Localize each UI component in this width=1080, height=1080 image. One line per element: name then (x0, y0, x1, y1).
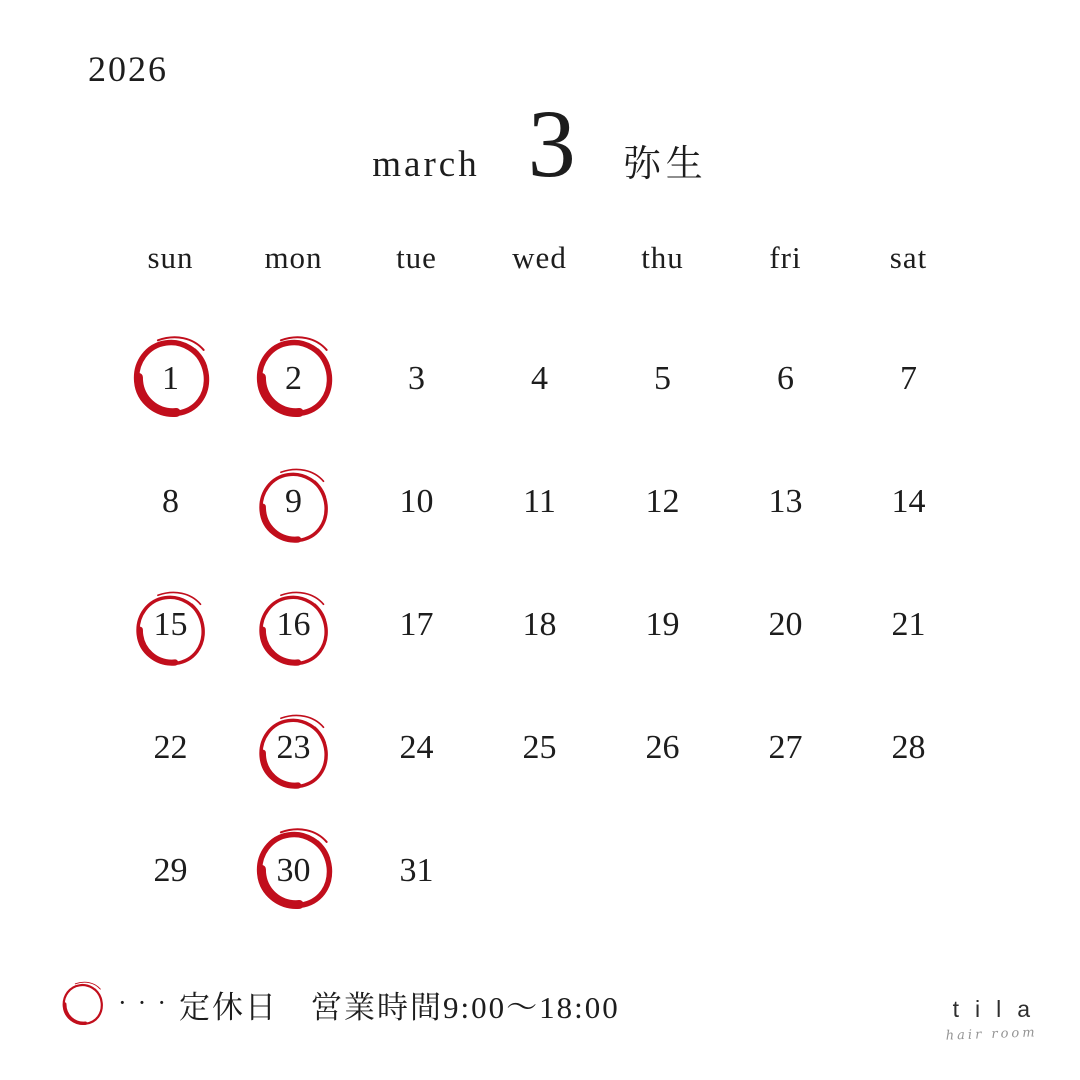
date-number: 14 (891, 482, 926, 520)
closed-day-circle-icon (56, 980, 110, 1028)
month-header (0, 90, 1080, 197)
date-number: 9 (285, 482, 302, 520)
date-cell (109, 686, 232, 809)
date-cell (109, 440, 232, 563)
date-cell (601, 317, 724, 440)
date-cell (355, 317, 478, 440)
date-number: 12 (645, 482, 680, 520)
date-number: 8 (162, 482, 179, 520)
month-name-en: march (372, 144, 480, 185)
date-number: 24 (399, 728, 434, 766)
date-cell (478, 440, 601, 563)
date-cell (232, 563, 355, 686)
date-cell (601, 440, 724, 563)
month-name-jp: 弥生 (623, 144, 708, 185)
date-number: 22 (153, 728, 188, 766)
date-number: 19 (645, 605, 680, 643)
date-number: 4 (531, 359, 548, 397)
date-cell (847, 440, 970, 563)
date-number: 27 (768, 728, 803, 766)
date-grid (109, 317, 970, 932)
date-number: 18 (522, 605, 557, 643)
legend-dots: ··· (118, 988, 177, 1017)
date-cell (478, 686, 601, 809)
weekday-label: sat (889, 240, 928, 275)
date-cell (109, 317, 232, 440)
date-number: 28 (891, 728, 926, 766)
date-cell (724, 686, 847, 809)
legend (56, 980, 620, 1028)
date-number: 23 (276, 728, 311, 766)
date-cell (724, 317, 847, 440)
date-cell (232, 317, 355, 440)
date-number: 3 (408, 359, 425, 397)
weekday-label: wed (512, 240, 567, 275)
date-cell (355, 563, 478, 686)
date-number: 6 (777, 359, 794, 397)
date-number: 5 (654, 359, 671, 397)
date-cell (355, 440, 478, 563)
date-cell (355, 686, 478, 809)
date-cell (724, 440, 847, 563)
date-cell (109, 563, 232, 686)
date-number: 11 (523, 482, 556, 520)
date-cell (355, 809, 478, 932)
date-cell (109, 809, 232, 932)
date-number: 20 (768, 605, 803, 643)
brand-logo (937, 996, 1046, 1042)
weekday-label: sun (147, 240, 194, 275)
date-number: 10 (399, 482, 434, 520)
brand-name: tila (952, 996, 1046, 1022)
weekday-label: fri (769, 240, 802, 275)
date-cell (847, 686, 970, 809)
date-cell (232, 686, 355, 809)
brand-subtitle: hair room (945, 1025, 1038, 1044)
date-number: 17 (399, 605, 434, 643)
date-cell (232, 809, 355, 932)
date-cell (478, 563, 601, 686)
year-label: 2026 (88, 49, 168, 89)
legend-text: 定休日 営業時間9:00～18:00 (178, 989, 620, 1025)
weekday-label: thu (641, 240, 684, 275)
date-cell (847, 317, 970, 440)
date-cell (232, 440, 355, 563)
date-number: 30 (276, 851, 311, 889)
date-number: 25 (522, 728, 557, 766)
date-number: 1 (162, 359, 179, 397)
month-number: 3 (527, 90, 576, 197)
date-number: 21 (891, 605, 926, 643)
date-number: 7 (900, 359, 917, 397)
date-number: 31 (399, 851, 434, 889)
date-number: 16 (276, 605, 311, 643)
weekday-label: tue (396, 240, 437, 275)
date-cell (724, 563, 847, 686)
weekday-row (109, 240, 970, 276)
date-number: 29 (153, 851, 188, 889)
date-cell (478, 317, 601, 440)
date-cell (601, 686, 724, 809)
date-number: 2 (285, 359, 302, 397)
date-number: 26 (645, 728, 680, 766)
weekday-label: mon (264, 240, 323, 275)
date-cell (601, 563, 724, 686)
date-number: 15 (153, 605, 188, 643)
date-number: 13 (768, 482, 803, 520)
date-cell (847, 563, 970, 686)
